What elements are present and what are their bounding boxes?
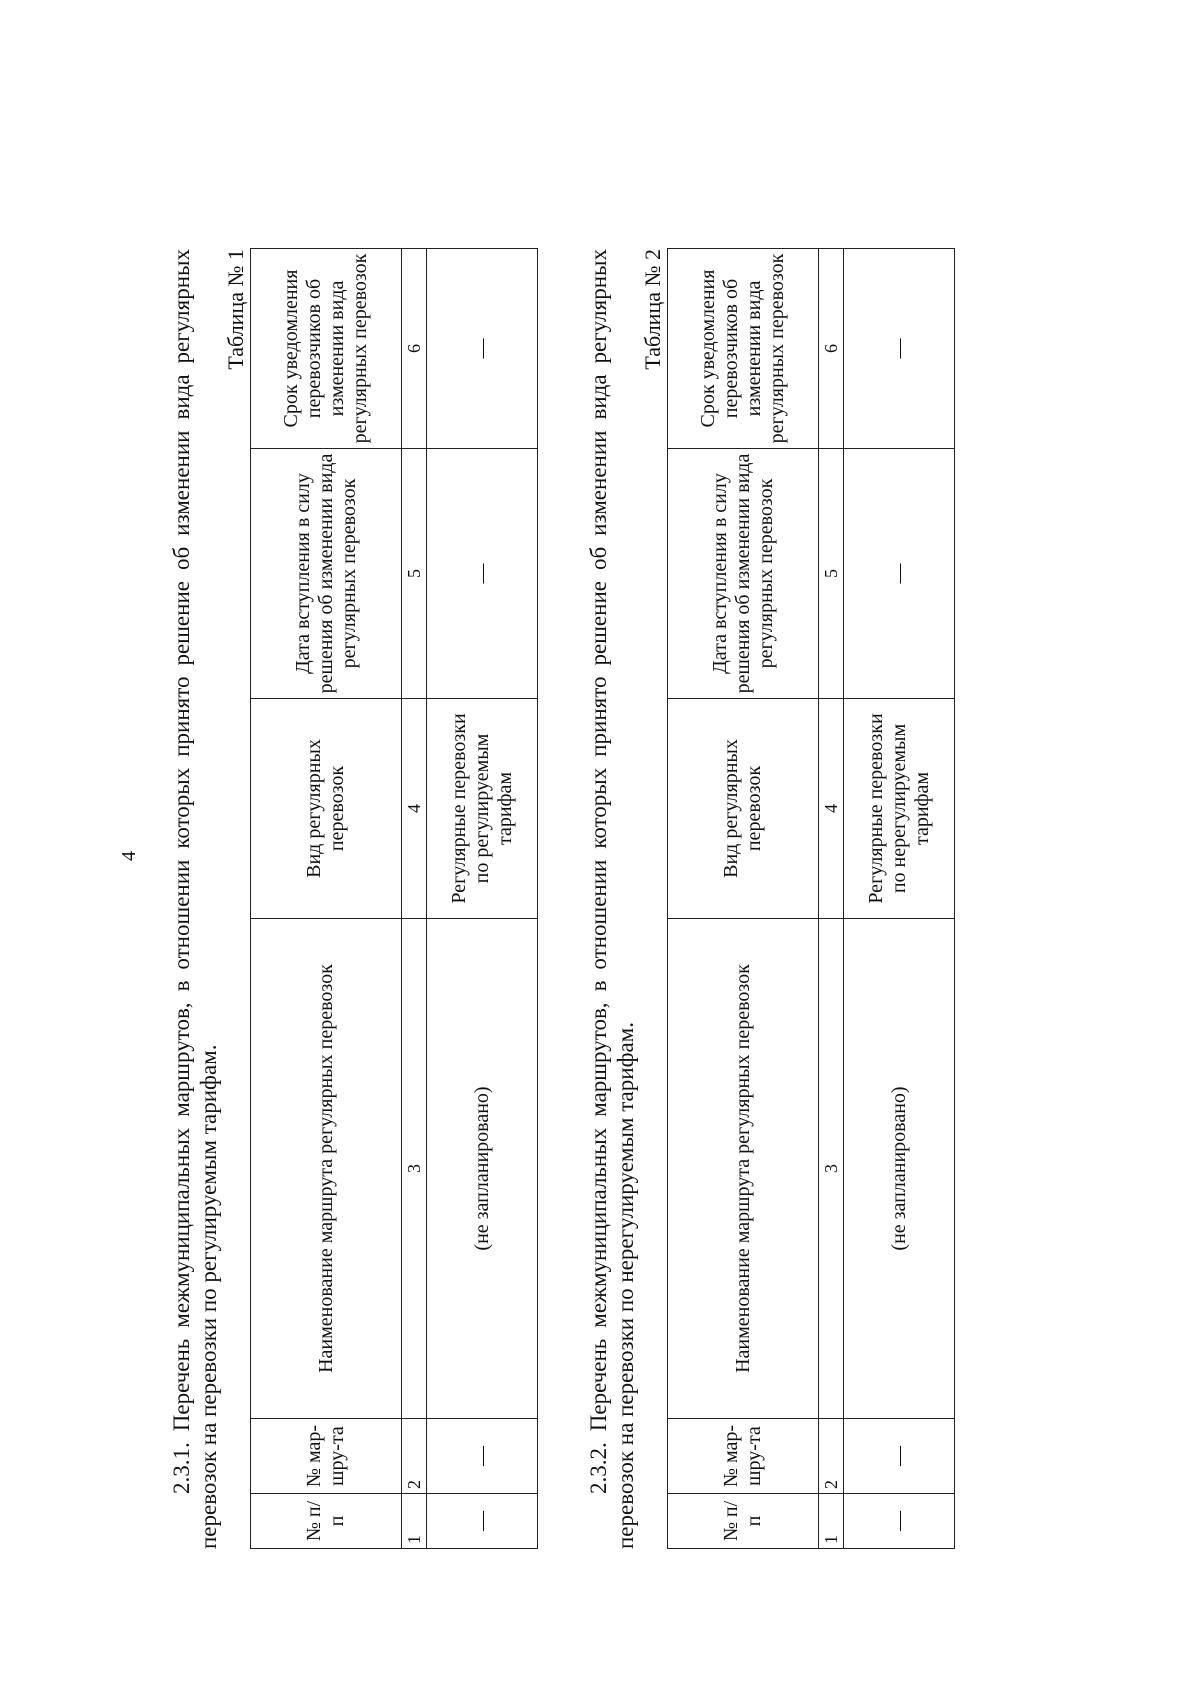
section-heading: 2.3.1. Перечень межмуниципальных маршрутов, в отношении которых принято решение об изменении вида регулярных перевозок на перевозки по регулируемым тарифам. [169,249,221,1549]
routes-table-1 [250,248,538,1549]
column-number: 1 [402,1494,427,1549]
column-number: 3 [819,919,844,1419]
column-header: № п/п [251,1494,402,1549]
table-header-row [668,249,819,1549]
column-header: Вид регулярных перевозок [251,699,402,919]
column-number: 4 [402,699,427,919]
column-header: № мар-шру-та [668,1419,819,1494]
section-2-3-1 [168,249,538,1549]
column-header: № мар-шру-та [251,1419,402,1494]
page-number: 4 [118,851,140,861]
section-2-3-2 [585,249,955,1549]
table-row [844,249,955,1549]
column-number: 5 [819,449,844,699]
table-cell: — [427,1494,538,1549]
table-cell: — [844,449,955,699]
column-number: 4 [819,699,844,919]
column-number: 6 [819,249,844,449]
column-number: 5 [402,449,427,699]
column-header: Дата вступления в силу решения об изменении вида регулярных перевозок [668,449,819,699]
table-caption: Таблица № 1 [223,249,248,370]
column-header: Наименование маршрута регулярных перевозок [668,919,819,1419]
table-cell: — [427,249,538,449]
table-cell: Регулярные перевозки по нерегулируемым тарифам [844,699,955,919]
column-header: № п/п [668,1494,819,1549]
column-number: 1 [819,1494,844,1549]
table-cell: — [844,1419,955,1494]
table-cell: — [427,1419,538,1494]
table-cell: — [844,249,955,449]
column-number: 2 [402,1419,427,1494]
column-header: Дата вступления в силу решения об изменении вида регулярных перевозок [251,449,402,699]
table-cell: (не запланировано) [427,919,538,1419]
column-number: 2 [819,1419,844,1494]
column-header: Наименование маршрута регулярных перевозок [251,919,402,1419]
column-number: 3 [402,919,427,1419]
column-header: Срок уведомления перевозчиков об изменении вида регулярных перевозок [251,249,402,449]
table-caption: Таблица № 2 [640,249,665,370]
routes-table-2 [667,248,955,1549]
column-header: Срок уведомления перевозчиков об изменении вида регулярных перевозок [668,249,819,449]
column-header: Вид регулярных перевозок [668,699,819,919]
table-cell: — [844,1494,955,1549]
table-cell: (не запланировано) [844,919,955,1419]
column-number: 6 [402,249,427,449]
column-number-row [819,249,844,1549]
table-row [427,249,538,1549]
table-cell: Регулярные перевозки по регулируемым тарифам [427,699,538,919]
section-heading: 2.3.2. Перечень межмуниципальных маршрутов, в отношении которых принято решение об изменении вида регулярных перевозок на перевозки по нерегулируемым тарифам. [586,249,638,1549]
table-cell: — [427,449,538,699]
table-header-row [251,249,402,1549]
column-number-row [402,249,427,1549]
